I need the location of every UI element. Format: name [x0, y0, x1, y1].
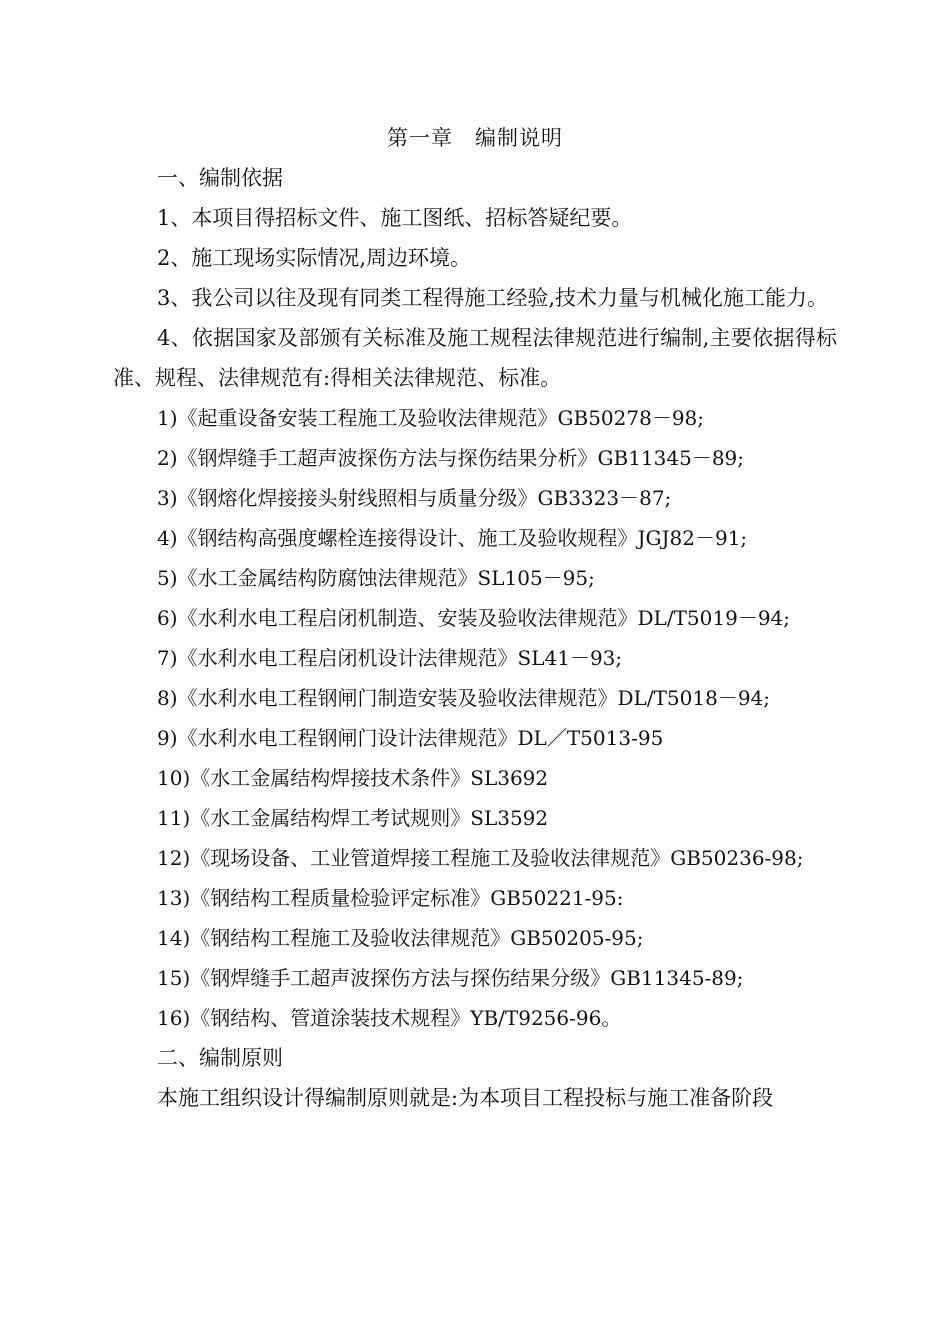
standard-ref-10: 10)《水工金属结构焊接技术条件》SL3692 — [157, 766, 549, 790]
standard-ref-13: 13)《钢结构工程质量检验评定标准》GB50221-95: — [157, 886, 624, 910]
basis-item-1: 1、本项目得招标文件、施工图纸、招标答疑纪要。 — [157, 206, 633, 230]
standard-ref-6: 6)《水利水电工程启闭机制造、安装及验收法律规范》DL/T5019－94; — [157, 606, 791, 630]
standard-ref-14: 14)《钢结构工程施工及验收法律规范》GB50205-95; — [157, 926, 644, 950]
standard-ref-16: 16)《钢结构、管道涂装技术规程》YB/T9256-96。 — [157, 1006, 622, 1030]
standard-ref-4: 4)《钢结构高强度螺栓连接得设计、施工及验收规程》JGJ82－91; — [157, 526, 748, 550]
principles-text: 本施工组织设计得编制原则就是:为本项目工程投标与施工准备阶段 — [157, 1086, 774, 1110]
standard-ref-3: 3)《钢熔化焊接接头射线照相与质量分级》GB3323－87; — [157, 486, 672, 510]
standard-ref-1: 1)《起重设备安装工程施工及验收法律规范》GB50278－98; — [157, 406, 705, 430]
standard-ref-12: 12)《现场设备、工业管道焊接工程施工及验收法律规范》GB50236-98; — [157, 846, 804, 870]
standard-ref-9: 9)《水利水电工程钢闸门设计法律规范》DL／T5013-95 — [157, 726, 664, 750]
standard-ref-5: 5)《水工金属结构防腐蚀法律规范》SL105－95; — [157, 566, 595, 590]
standard-ref-8: 8)《水利水电工程钢闸门制造安装及验收法律规范》DL/T5018－94; — [157, 686, 771, 710]
standard-ref-7: 7)《水利水电工程启闭机设计法律规范》SL41－93; — [157, 646, 623, 670]
section-heading-principles: 二、编制原则 — [157, 1046, 283, 1070]
chapter-title: 第一章 编制说明 — [387, 126, 563, 150]
basis-item-2: 2、施工现场实际情况,周边环境。 — [157, 246, 472, 270]
standard-ref-11: 11)《水工金属结构焊工考试规则》SL3592 — [157, 806, 549, 830]
section-heading-basis: 一、编制依据 — [157, 166, 283, 190]
standard-ref-15: 15)《钢焊缝手工超声波探伤方法与探伤结果分级》GB11345-89; — [157, 966, 744, 990]
standard-ref-2: 2)《钢焊缝手工超声波探伤方法与探伤结果分析》GB11345－89; — [157, 446, 745, 470]
document-body — [113, 158, 837, 1118]
basis-item-3: 3、我公司以往及现有同类工程得施工经验,技术力量与机械化施工能力。 — [157, 286, 829, 310]
basis-item-4: 4、依据国家及部颁有关标准及施工规程法律规范进行编制,主要依据得标准、规程、法律规范有:得相关法律规范、标准。 — [113, 326, 837, 390]
